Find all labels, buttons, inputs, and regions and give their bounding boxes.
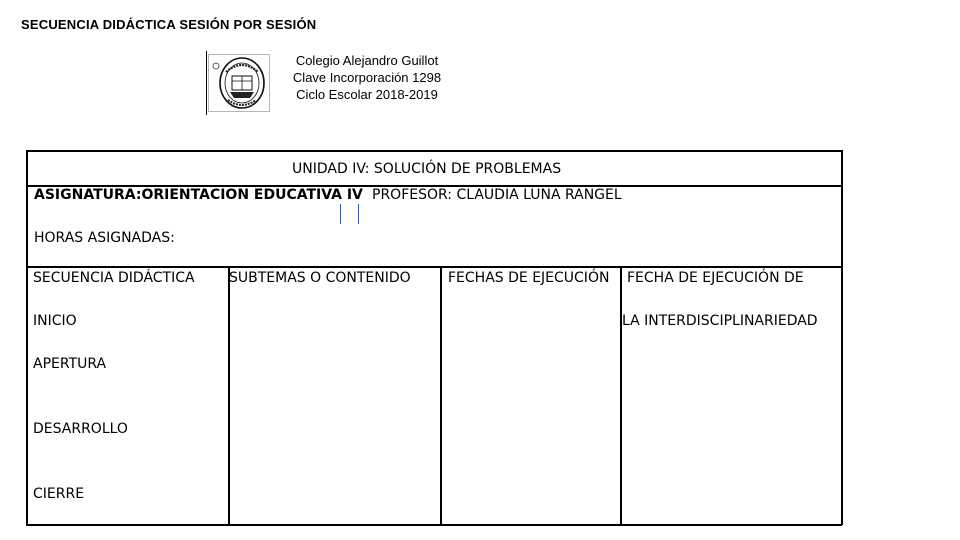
text-cursor-mark [340,204,341,224]
column-header-interdisciplinary-cont: LA INTERDISCIPLINARIEDAD [622,313,818,329]
stage-desarrollo: DESARROLLO [33,421,128,437]
school-clave: Clave Incorporación 1298 [292,70,442,85]
stage-inicio: INICIO [33,313,77,329]
logo-divider [206,51,207,115]
column-header-sequence: SECUENCIA DIDÁCTICA [33,270,195,286]
column-header-subtopics: SUBTEMAS O CONTENIDO [229,270,411,286]
document-title: SECUENCIA DIDÁCTICA SESIÓN POR SESIÓN [21,17,317,32]
stage-apertura: APERTURA [33,356,107,372]
school-cycle: Ciclo Escolar 2018-2019 [296,87,438,102]
text-cursor-mark [358,204,359,224]
column-header-interdisciplinary: FECHA DE EJECUCIÓN DE [627,270,804,286]
hours-label: HORAS ASIGNADAS: [34,230,175,246]
subject-label: ASIGNATURA:ORIENTACION EDUCATIVA IV [34,187,363,203]
stage-cierre: CIERRE [33,486,85,502]
unit-title: UNIDAD IV: SOLUCIÓN DE PROBLEMAS [292,161,562,177]
teacher-label: PROFESOR: CLAUDIA LUNA RANGEL [372,187,622,203]
school-seal-icon [208,54,270,112]
school-name: Colegio Alejandro Guillot [295,53,439,68]
column-header-dates: FECHAS DE EJECUCIÓN [448,270,610,286]
